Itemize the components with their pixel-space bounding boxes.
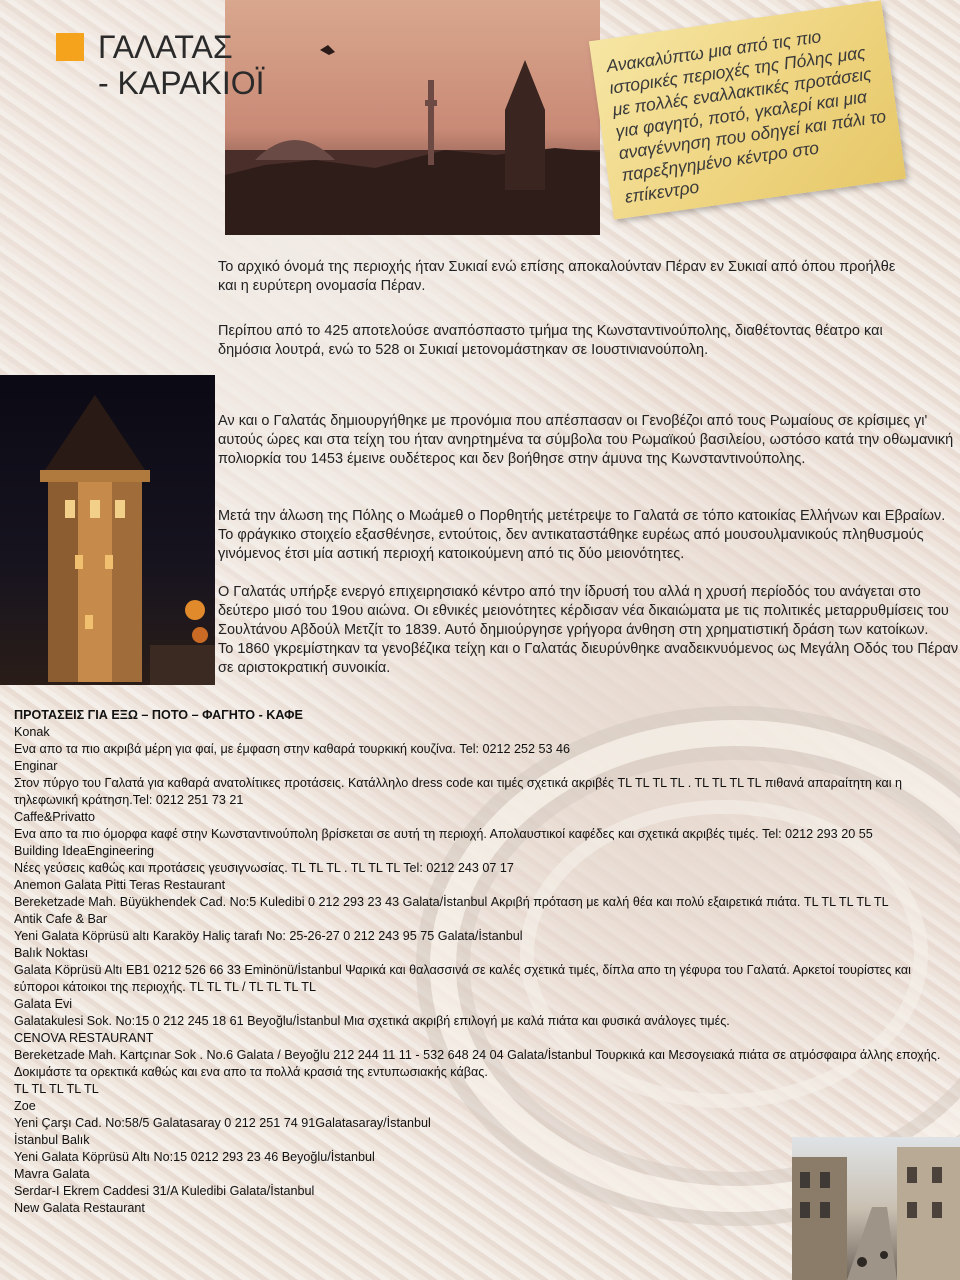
list-item: Building IdeaEngineering <box>14 844 155 858</box>
istanbul-street-photo <box>792 1137 960 1280</box>
list-item: Mavra Galata <box>14 1167 90 1181</box>
list-item: Galata Köprüsü Altı EB1 0212 526 66 33 Eminönü/İstanbul Ψαρικά και θαλασσινά σε καλές σχετικά τιμές, δίπλα απο τη γέφυρα του Γαλατά. Αρκετοί τουρίστες και εύπoροι κάτοικοι της περιοχής. TL TL TL / TL TL TL TL <box>14 963 911 994</box>
sunset-skyline-photo <box>225 0 600 235</box>
list-item: New Galata Restaurant <box>14 1201 145 1215</box>
intro-note-text: Ανακαλύπτω μια από τις πιο ιστορικές περιοχές της Πόλης μας με πολλές εναλλακτικές προτάσεις για φαγητό, ποτό, γκαλερί και μια αναγέννηση που οδηγεί και πάλι το παρεξηγημένο κέντρο στο επίκεντρο <box>605 26 888 207</box>
paragraph-justinianopolis: Περίπου από το 425 αποτελούσε αναπόσπαστο τμήμα της Κωνσταντινούπολης, διαθέτοντας θέατρο και δημόσια λουτρά, ενώ το 528 οι Συκιαί μετονομάστηκαν σε Ιουστινιανούπολη. <box>218 323 883 358</box>
list-item: Yeni Galata Köprüsü altı Karaköy Haliç tarafı No: 25-26-27 0 212 243 95 75 Galata/İstanbul <box>14 929 523 943</box>
list-item: TL TL TL TL TL <box>14 1082 99 1096</box>
list-item: Ενα απο τα πιο ακριβά μέρη για φαί, με έμφαση στην καθαρά τουρκική κουζίνα. Tel: 0212 252 53 46 <box>14 742 571 756</box>
orange-square-icon <box>56 33 84 61</box>
list-item: Νέες γεύσεις καθώς και προτάσεις γευσιγνωσίας. TL TL TL . TL TL TL Tel: 0212 243 07 17 <box>14 861 514 875</box>
list-item: İstanbul Balık <box>14 1133 90 1147</box>
paragraph-golden-age <box>218 583 960 678</box>
list-item: Στον πύργο του Γαλατά για καθαρά ανατολίτικες προτάσεις. Κατάλληλο dress code και τιμές σχετικά ακριβές TL TL TL TL . TL TL TL TL πιθανά απαραίτητη και η τηλεφωνική κράτηση.Tel: 0212 251 73 21 <box>14 776 903 807</box>
list-item: Konak <box>14 725 50 739</box>
recommendations-heading: ΠΡΟΤΑΣΕΙΣ ΓΙΑ ΕΞΩ – ΠΟΤΟ – ΦΑΓΗΤΟ - ΚΑΦΕ <box>14 708 303 722</box>
paragraph-after-conquest: Μετά την άλωση της Πόλης ο Μωάμεθ ο Πορθητής μετέτρεψε το Γαλατά σε τόπο κατοικίας Ελλήνων και Εβραίων. Το φράγκικο στοιχείο εξασθένησε, εντούτοις, δεν αντικαταστάθηκε ευρέως από μουσουλμανικούς πληθυσμούς γινόμενος έτσι μία αστική περιοχή κατοικούμενη από τις δύο μειονότητες. <box>218 508 946 562</box>
page-title-line2: - ΚΑΡΑΚΙΟΪ <box>98 65 265 101</box>
list-item: Galatakulesi Sok. No:15 0 212 245 18 61 Beyoğlu/İstanbul Μια σχετικά ακριβή επιλογή με καλά πιάτα και φυσικά ανάλογες τιμές. <box>14 1014 730 1028</box>
page-title-line1: ΓΑΛΑΤΑΣ <box>98 29 233 65</box>
list-item: Yeni Galata Köprüsü Altı No:15 0212 293 23 46 Beyoğlu/İstanbul <box>14 1150 375 1164</box>
list-item: Yeni Çarşı Cad. No:58/5 Galatasaray 0 212 251 74 91Galatasaray/İstanbul <box>14 1116 431 1130</box>
list-item: Zoe <box>14 1099 36 1113</box>
paragraph-1860-walls: Το 1860 γκρεμίστηκαν τα γενοβέζικα τείχη και ο Γαλατάς διευρύνθηκε αναδεικνυόμενος ως Μεγάλη Οδός του Πέραν σε αριστοκρατική συνοικία. <box>218 641 959 676</box>
list-item: Galata Evi <box>14 997 73 1011</box>
paragraph-origin-name: Το αρχικό όνομά της περιοχής ήταν Συκιαί ενώ επίσης αποκαλούνταν Πέραν εν Συκιαί από όπου προήλθε και η ευρύτερη ονομασία Πέραν. <box>218 259 896 294</box>
list-item: Ενα απο τα πιο όμορφα καφέ στην Κωνσταντινούπολη βρίσκεται σε αυτή τη περιοχή. Απολαυστικοί καφέδες και σχετικά ακριβές τιμές. Tel: 0212 293 20 55 <box>14 827 873 841</box>
galata-tower-night-photo <box>0 375 215 685</box>
list-item: CENOVA RESTAURANT <box>14 1031 154 1045</box>
list-item: Anemon Galata Pitti Teras Restaurant <box>14 878 226 892</box>
list-item: Enginar <box>14 759 58 773</box>
list-item: Bereketzade Mah. Kartçınar Sok . No.6 Galata / Beyoğlu 212 244 11 11 - 532 648 24 04 Galata/İstanbul Τουρκικά και Μεσογειακά πιάτα σε ατμόσφαιρα άλλης εποχής. Δοκιμάστε τα ορεκτικά καθώς και ενα απο τα πολλά κρασιά της εντυπωσιακής κάβας. <box>14 1048 941 1079</box>
list-item: Antik Cafe & Bar <box>14 912 108 926</box>
paragraph-genoese-privileges: Αν και ο Γαλατάς δημιουργήθηκε με προνόμια που απέσπασαν οι Γενοβέζοι από τους Ρωμαίους σε κρίσιμες γι' αυτούς ώρες και στα τείχη του ήταν ανηρτημένα τα σύμβολα του Ρωμαϊκού βασιλείου, ωστόσο κατά την οθωμανική πολιορκία του 1453 έμεινε ουδέτερος και δεν βοήθησε στην άμυνα της Κωνσταντινούπολης. <box>218 413 954 467</box>
paragraph-golden-age-text: Ο Γαλατάς υπήρξε ενεργό επιχειρησιακό κέντρο από την ίδρυσή του αλλά η χρυσή περίοδός του ανάγεται στο δεύτερο μισό του 19ου αιώνα. Οι εθνικές μειονότητες κέρδισαν νέα δικαιώματα με τις πολιτικές μεταρρυθμίσεις του Σουλτάνου Αβδούλ Μετζίτ το 1839. Αυτό δημιούργησε γρήγορα άνθηση στη χρηματιστική δράση των κατοίκων. <box>218 584 949 638</box>
list-item: Serdar-I Ekrem Caddesi 31/A Kuledibi Galata/İstanbul <box>14 1184 315 1198</box>
list-item: Caffe&Privatto <box>14 810 95 824</box>
list-item: Balık Noktası <box>14 946 89 960</box>
list-item: Bereketzade Mah. Büyükhendek Cad. No:5 Kuledibi 0 212 293 23 43 Galata/İstanbul Ακριβή πρόταση με καλή θέα και πολύ εξαιρετικά πιάτα. TL TL TL TL TL <box>14 895 889 909</box>
